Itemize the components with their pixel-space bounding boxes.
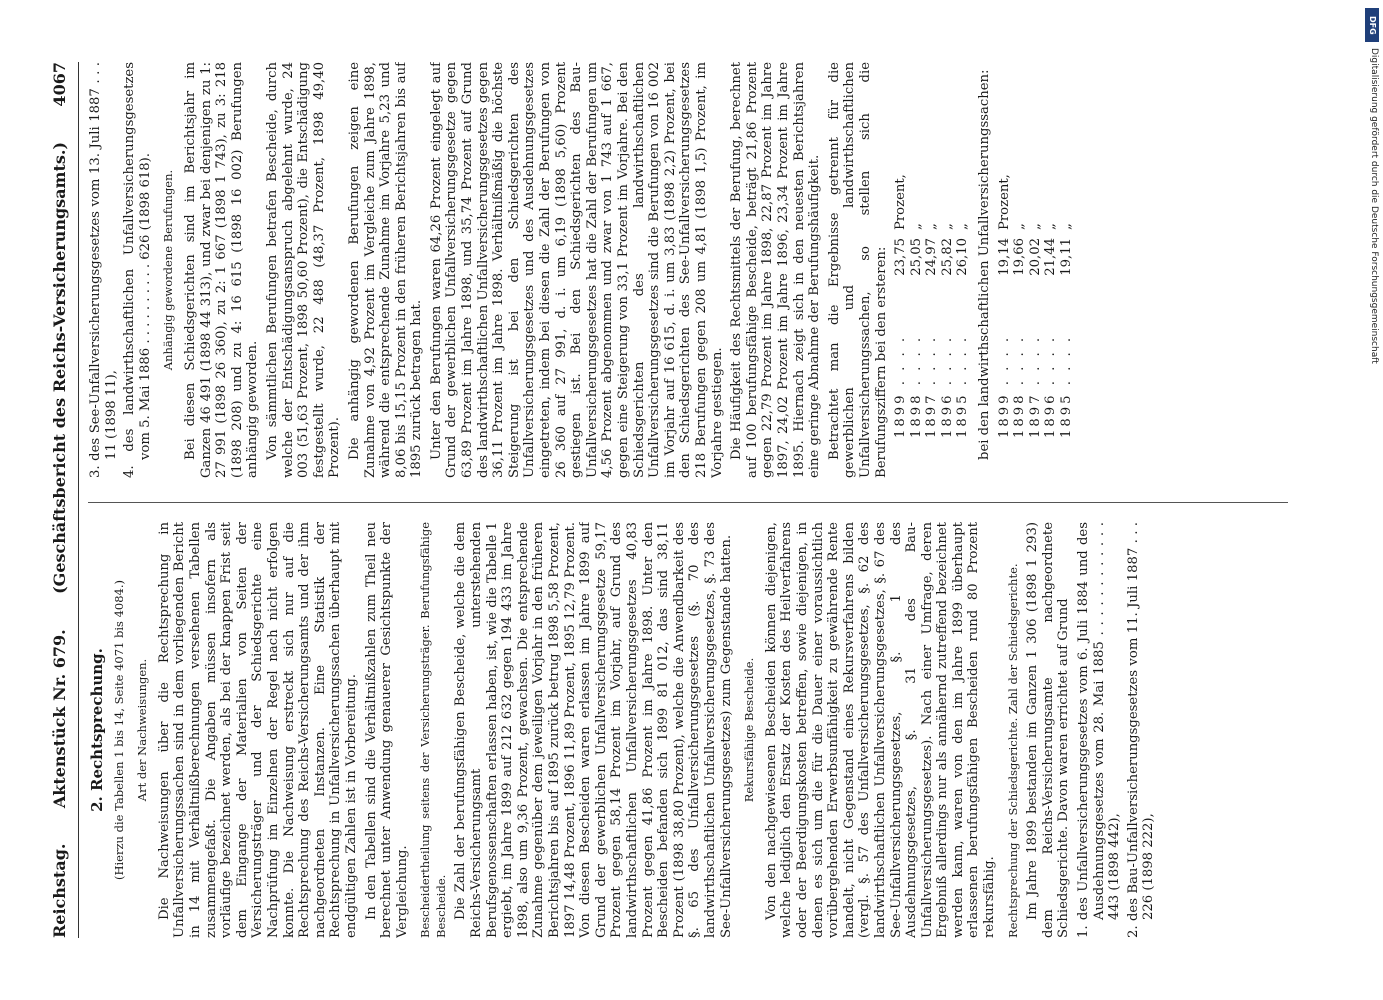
paragraph: Im Jahre 1899 bestanden im Ganzen 1 306 (1898 1 293) dem Reichs-Versicherungsamte nachgeordnete Schiedsgerichte. Davon waren errichtet auf Grund — [1025, 522, 1072, 938]
subheading: Anhängig gewordene Berufungen. — [161, 169, 176, 371]
document-page — [42, 56, 1352, 944]
figure-row: 1899 . . . . 23,75 Prozent, — [893, 174, 909, 438]
figure-list-commercial — [893, 62, 971, 438]
subheading: Rekursfähige Bescheide. — [742, 657, 757, 803]
list-item: 3. des See-Unfallversicherungsgesetzes vom 13. Juli 1887 . . . 11 (1898 11), — [88, 62, 119, 478]
left-column — [88, 522, 1298, 938]
header-subject: (Geschäftsbericht des Reichs-Versicherungsamts.) — [50, 141, 70, 594]
page-header — [42, 62, 79, 938]
figure-list-agricultural — [997, 62, 1075, 438]
paragraph: Von sämmtlichen Berufungen betrafen Bescheide, durch welche der Entschädigungsanspruch abgelehnt wurde, 24 003 (51,63 Prozent, 1898 50,60 Prozent), die Entschädigung festgestellt wurde, 22 488 (48,37 Prozent, 1898 49,40 Prozent). — [264, 62, 343, 478]
figure-row: 1898 . . . . 25,05 „ — [908, 223, 924, 438]
figure-row: 1896 . . . . 21,44 „ — [1043, 223, 1059, 438]
figure-row: 1895 . . . . 19,11 „ — [1059, 223, 1075, 438]
header-left: Reichstag. — [50, 843, 70, 938]
header-document-number: Aktenstück Nr. 679. — [50, 629, 70, 809]
list-item: 2. des Bau-Unfallversicherungsgesetzes vom 11. Juli 1887 . . . 226 (1898 222), — [1125, 522, 1157, 938]
paragraph: Betrachtet man die Ergebnisse getrennt für die gewerblichen und landwirthschaftlichen Unfallversicherungssachen, so stellen sich die Berufungsziffern bei den ersteren: — [826, 62, 889, 478]
paragraph: In den Tabellen sind die Verhältnißzahlen zum Theil neu berechnet unter Anwendung genauerer Gesichtspunkte der Vergleichung. — [363, 522, 410, 938]
figure-row: 1895 . . . . 26,10 „ — [955, 223, 971, 438]
section-reference-note: (Hierzu die Tabellen 1 bis 14, Seite 4071 bis 4084.) — [111, 579, 126, 881]
subheading: Rechtsprechung der Schiedsgerichte. Zahl der Schiedsgerichte. — [1005, 563, 1020, 938]
paragraph: Bei diesen Schiedsgerichten sind im Berichtsjahr im Ganzen 46 491 (1898 44 313), und zwar bei denjenigen zu 1: 27 991 (1898 26 360), zu 2: 1 667 (1898 1 743), zu 3: 218 (1898 208) und zu 4: 16 615 (1898 16 002) Berufungen anhängig geworden. — [182, 62, 261, 478]
figure-row: 1897 . . . . 24,97 „ — [924, 223, 940, 438]
paragraph: Die Nachweisungen über die Rechtsprechung in Unfallversicherungssachen sind in dem vorliegenden Bericht in 14 mit Verhältnißberechnungen versehenen Tabellen zusammengefaßt. Die Angaben müssen insofern als vorläufige bezeichnet werden, als bei der knappen Frist seit dem Eingange der Materialien von Seiten der Versicherungsträger und der Schiedsgerichte eine Nachprüfung im Einzelnen der Regel nach nicht erfolgen konnte. Die Nachweisung erstreckt sich nur auf die Rechtsprechung des Reichs-Versicherungsamts und der ihm nachgeordneten Instanzen. Eine Statistik der Rechtsprechung in Unfallversicherungssachen überhaupt mit endgültigen Zahlen ist in Vorbereitung. — [156, 522, 359, 938]
figure-row: 1898 . . . . 19,66 „ — [1012, 223, 1028, 438]
paragraph: Unter den Berufungen waren 64,26 Prozent eingelegt auf Grund der gewerblichen Unfallversicherungsgesetze gegen 63,89 Prozent im Jahre 1898, und 35,74 Prozent auf Grund des landwirthschaftlichen Unfallversicherungsgesetzes gegen 36,11 Prozent im Jahre 1898. Verhältnißmäßig die höchste Steigerung ist bei den Schiedsgerichten des Unfallversicherungsgesetzes und des Ausdehnungsgesetzes eingetreten, indem bei diesen die Zahl der Berufungen von 26 360 auf 27 991, d. i. um 6,19 (1898 5,60) Prozent gestiegen ist. Bei den Schiedsgerichten des Bau-Unfallversicherungsgesetzes hat die Zahl der Berufungen um 4,56 Prozent abgenommen und zwar von 1 743 auf 1 667, gegen eine Steigerung von 33,1 Prozent im Vorjahre. Bei den Schiedsgerichten des landwirthschaftlichen Unfallversicherungsgesetzes sind die Berufungen von 16 002 im Vorjahr auf 16 615, d. i. um 3,83 (1898 2,2) Prozent, bei den Schiedsgerichten des See-Unfallversicherungsgesetzes 218 Berufungen gegen 208 um 4,81 (1898 1,5) Prozent, im Vorjahre gestiegen. — [428, 62, 725, 478]
right-column — [88, 62, 1298, 478]
subheading: Art der Nachweisungen. — [135, 658, 150, 802]
page-number: 4067 — [50, 62, 70, 107]
list-item: 1. des Unfallversicherungsgesetzes vom 6. Juli 1884 und des Ausdehnungsgesetzes vom 28. Mai 1885 . . . . . . . . . . . . 443 (1898 442), — [1076, 522, 1123, 938]
column-divider — [88, 502, 1288, 503]
dfg-logo: DFG — [1365, 8, 1379, 42]
scan-margin — [1361, 0, 1383, 1000]
figure-row: 1897 . . . . 20,02 „ — [1027, 223, 1043, 438]
paragraph: Von den nachgewiesenen Bescheiden können diejenigen, welche lediglich den Ersatz der Kosten des Heilverfahrens oder der Beerdigungskosten betreffen, sowie diejenigen, in denen es sich um die für die Dauer einer voraussichtlich vorübergehenden Erwerbsunfähigkeit zu gewährende Rente handelt, nicht Gegenstand eines Rekursverfahrens bilden (vergl. §. 57 des Unfallversicherungsgesetzes, §. 62 des landwirthschaftlichen Unfallversicherungsgesetzes, §. 67 des See-Unfallversicherungsgesetzes, §. 1 des Ausdehnungsgesetzes, §. 31 des Bau-Unfallversicherungsgesetzes). Nach einer Umfrage, deren Ergebniß allerdings nur als annähernd zutreffend bezeichnet werden kann, waren von den im Jahre 1899 überhaupt erlassenen berufungsfähigen Bescheiden rund 80 Prozent rekursfähig. — [763, 522, 998, 938]
subheading: Bescheidertheilung seitens der Versicherungsträger. Berufungsfähige Bescheide. — [418, 522, 448, 938]
list-item: 4. des landwirthschaftlichen Unfallversicherungsgesetzes vom 5. Mai 1886 . . . . . . . . . . 626 (1898 618). — [122, 62, 153, 478]
paragraph: Die anhängig gewordenen Berufungen zeigen eine Zunahme von 4,92 Prozent im Vergleiche zum Jahre 1898, während die entsprechende Zunahme im Vorjahre 5,23 und 8,06 bis 15,15 Prozent in den früheren Berichtsjahren bis auf 1895 zurück betragen hat. — [346, 62, 425, 478]
paragraph: bei den landwirthschaftlichen Unfallversicherungssachen: — [977, 69, 993, 460]
paragraph: Die Häufigkeit des Rechtsmittels der Berufung, berechnet auf 100 berufungsfähige Bescheide, beträgt 21,86 Prozent gegen 22,79 Prozent im Jahre 1898, 22,87 Prozent im Jahre 1897, 24,02 Prozent im Jahre 1896, 23,34 Prozent im Jahre 1895. Hiernach zeigt sich in den neuesten Berichtsjahren eine geringe Abnahme der Berufungshäufigkeit. — [729, 62, 823, 478]
figure-row: 1899 . . . . 19,14 Prozent, — [996, 174, 1012, 438]
digitization-credit: Digitalisierung gefördert durch die Deutsche Forschungsgemeinschaft — [1369, 48, 1379, 364]
figure-row: 1896 . . . . 25,82 „ — [939, 223, 955, 438]
paragraph: Die Zahl der berufungsfähigen Bescheide, welche die dem Reichs-Versicherungsamt unterstehenden Berufsgenossenschaften erlassen haben, ist, wie die Tabelle 1 ergiebt, im Jahre 1899 auf 212 632 gegen 194 433 im Jahre 1898, also um 9,36 Prozent, gewachsen. Die entsprechende Zunahme gegenüber dem jeweiligen Vorjahr in den früheren Berichtsjahren bis auf 1895 zurück betrug 1898 5,58 Prozent, 1897 14,48 Prozent, 1896 11,89 Prozent, 1895 12,79 Prozent. Von diesen Bescheiden waren erlassen im Jahre 1899 auf Grund der gewerblichen Unfallversicherungsgesetze 59,17 Prozent gegen 58,14 Prozent im Vorjahr, auf Grund des landwirthschaftlichen Unfallversicherungsgesetzes 40,83 Prozent gegen 41,86 Prozent im Jahre 1898. Unter den Bescheiden befanden sich 1899 81 012, das sind 38,11 Prozent (1898 38,80 Prozent), welche die Anwendbarkeit des §. 65 des Unfallversicherungsgesetzes (§. 70 des landwirthschaftlichen Unfallversicherungsgesetzes, §. 73 des See-Unfallversicherungsgesetzes) zum Gegenstande hatten. — [453, 522, 734, 938]
section-title: 2. Rechtsprechung. — [88, 648, 106, 812]
